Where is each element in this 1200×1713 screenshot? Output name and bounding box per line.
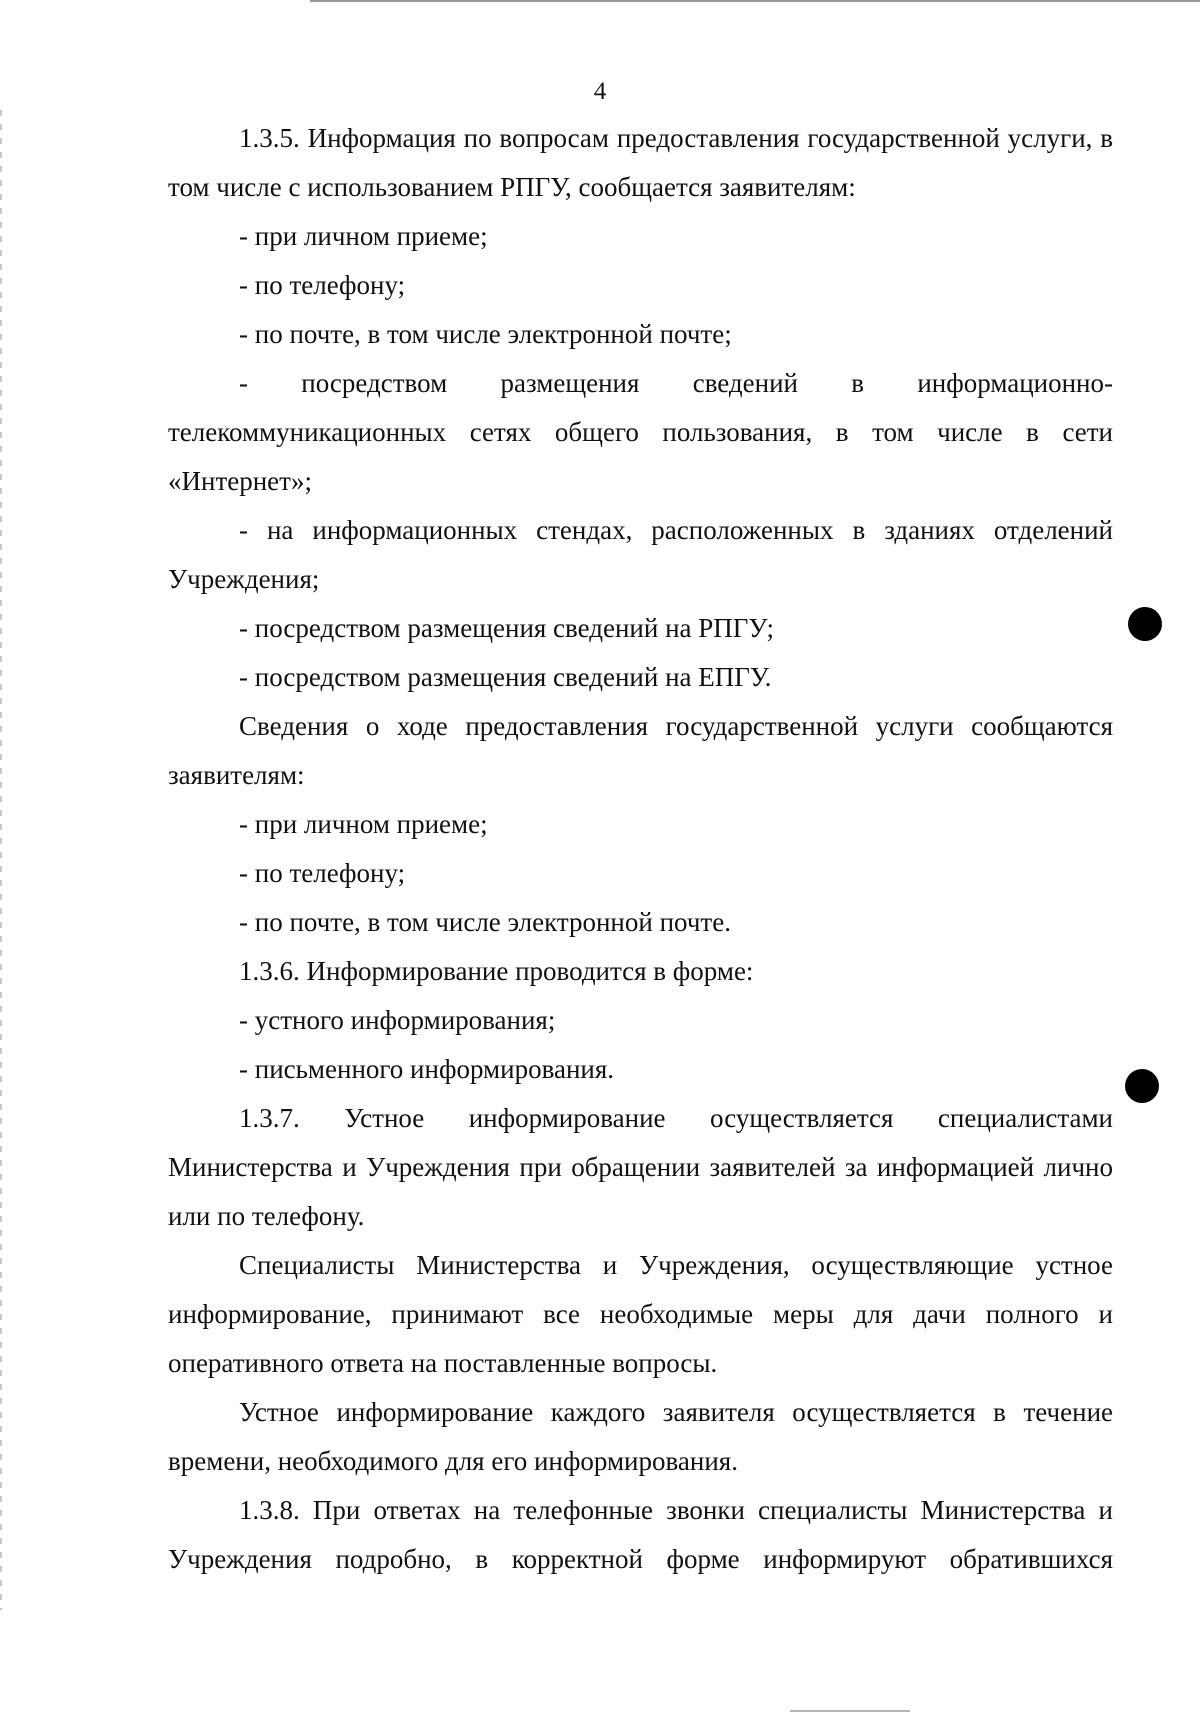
paragraph-1-3-6: 1.3.6. Информирование проводится в форме: xyxy=(239,956,754,986)
list-item: - посредством размещения сведений на ЕПГУ. xyxy=(239,662,772,692)
list-item: - при личном приеме; xyxy=(239,221,488,251)
scan-artifact-left-edge xyxy=(0,110,2,1610)
paragraph-1-3-5: 1.3.5. Информация по вопросам предоставления государственной услуги, в том числе с использованием РПГУ, сообщается заявителям: xyxy=(168,123,1113,202)
paragraph-progress-info: Сведения о ходе предоставления государственной услуги сообщаются заявителям: xyxy=(168,711,1113,790)
list-item: - по почте, в том числе электронной почте; xyxy=(239,319,732,349)
list-item: - посредством размещения сведений на РПГУ; xyxy=(239,613,774,643)
paragraph-1-3-7: 1.3.7. Устное информирование осуществляется специалистами Министерства и Учреждения при обращении заявителей за информацией лично или по телефону. xyxy=(168,1103,1113,1231)
list-item: - при личном приеме; xyxy=(239,809,488,839)
paragraph-oral-info: Устное информирование каждого заявителя осуществляется в течение времени, необходимого для его информирования. xyxy=(168,1397,1113,1476)
document-body xyxy=(168,114,1113,1584)
page-number: 4 xyxy=(593,78,607,105)
scan-artifact-bottom-line xyxy=(790,1710,910,1712)
paragraph-specialists: Специалисты Министерства и Учреждения, осуществляющие устное информирование, принимают все необходимые меры для дачи полного и оперативного ответа на поставленные вопросы. xyxy=(168,1250,1113,1378)
list-item: - на информационных стендах, расположенных в зданиях отделений Учреждения; xyxy=(168,515,1113,594)
list-item: - по телефону; xyxy=(239,270,406,300)
list-item: - письменного информирования. xyxy=(239,1054,615,1084)
paragraph-1-3-8: 1.3.8. При ответах на телефонные звонки специалисты Министерства и Учреждения подробно, в корректной форме информируют обратившихся xyxy=(168,1495,1113,1574)
hole-punch-mark xyxy=(1125,1069,1159,1103)
list-item: - устного информирования; xyxy=(239,1005,556,1035)
list-item: - по телефону; xyxy=(239,858,406,888)
list-item: - по почте, в том числе электронной почте. xyxy=(239,907,731,937)
hole-punch-mark xyxy=(1128,607,1162,641)
scan-artifact-top-line xyxy=(310,0,1200,2)
list-item: - посредством размещения сведений в информационно-телекоммуникационных сетях общего пользования, в том числе в сети «Интернет»; xyxy=(168,368,1113,496)
